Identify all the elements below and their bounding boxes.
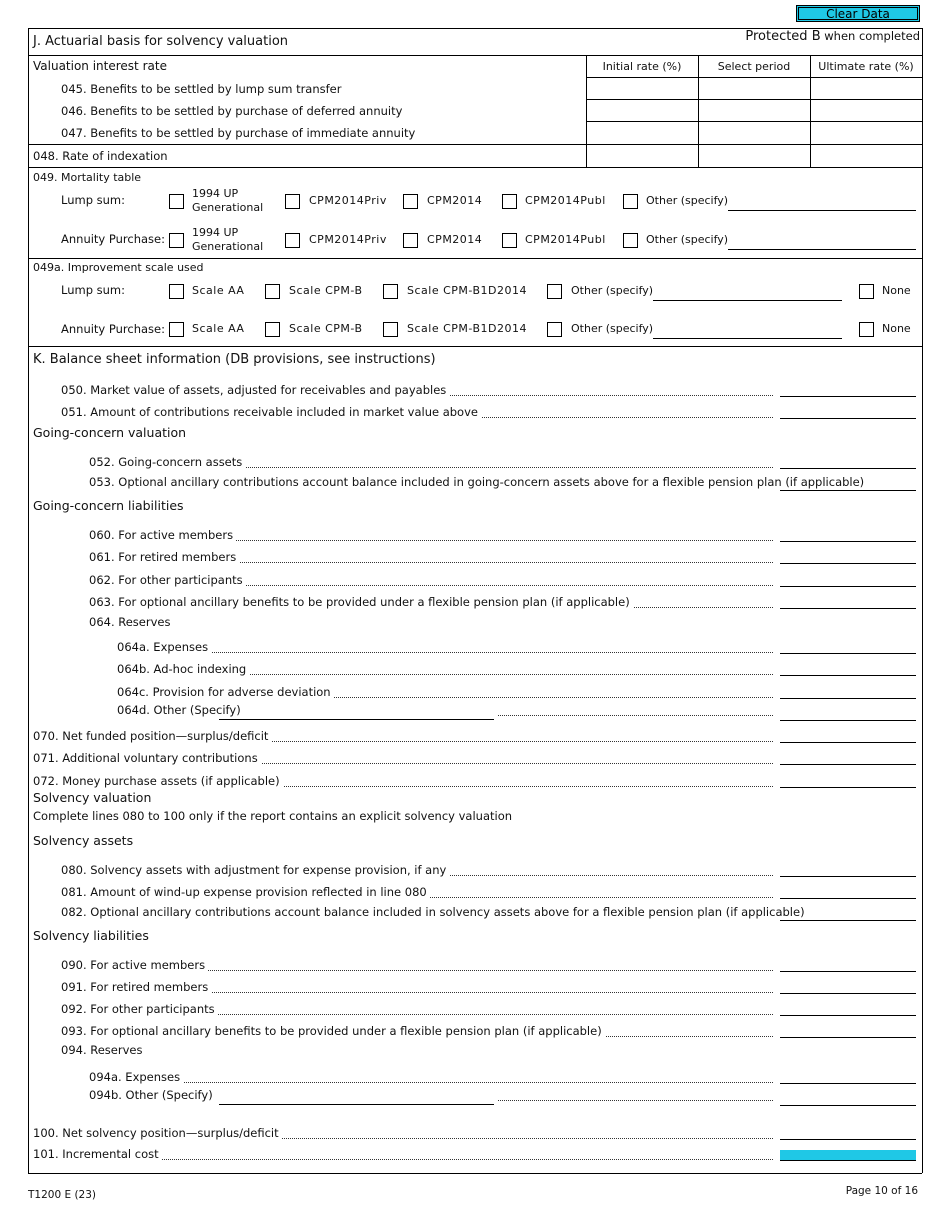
line-064d-label: 064d. Other (Specify) [117, 703, 241, 717]
line-064d-field[interactable] [780, 720, 916, 721]
line-064b-field[interactable] [780, 675, 916, 676]
line-045-label: 045. Benefits to be settled by lump sum transfer [61, 82, 342, 96]
line-052-label: 052. Going-concern assets [89, 455, 245, 469]
col-select-period: Select period [717, 60, 791, 73]
line-094b-label: 094b. Other (Specify) [89, 1088, 213, 1102]
improvement-annuity-other-field[interactable] [653, 338, 842, 339]
line-064b-label: 064b. Ad-hoc indexing [117, 662, 249, 676]
line-091-label: 091. For retired members [61, 980, 211, 994]
improvement-lump-other-label: Other (specify) [571, 284, 654, 297]
mortality-annuity-cpm2014publ-label: CPM2014Publ [525, 233, 606, 246]
improvement-lump-other-field[interactable] [653, 300, 842, 301]
line-091-field[interactable] [780, 993, 916, 994]
mortality-lump-1994up-label: 1994 UP Generational [192, 187, 264, 214]
line-094a-label: 094a. Expenses [89, 1070, 183, 1084]
line-081-label: 081. Amount of wind-up expense provision reflected in line 080 [61, 885, 430, 899]
improvement-lump-cpmb-label: Scale CPM-B [289, 284, 363, 297]
line-064c-field[interactable] [780, 698, 916, 699]
rate-045-select[interactable] [699, 78, 809, 98]
rate-046-ultimate[interactable] [811, 100, 921, 120]
line-080-field[interactable] [780, 876, 916, 877]
col-ultimate-rate: Ultimate rate (%) [818, 60, 914, 73]
solvency-liabilities-heading: Solvency liabilities [33, 928, 149, 943]
mortality-lump-other-label: Other (specify) [646, 194, 729, 207]
mortality-lump-other-checkbox[interactable] [623, 194, 638, 209]
line-082-field[interactable] [780, 920, 916, 921]
line-093-field[interactable] [780, 1037, 916, 1038]
line-101-label: 101. Incremental cost [33, 1147, 162, 1161]
form-id: T1200 E (23) [28, 1189, 96, 1201]
line-071-label: 071. Additional voluntary contributions [33, 751, 261, 765]
line-090-label: 090. For active members [61, 958, 208, 972]
line-090-field[interactable] [780, 971, 916, 972]
line-047-label: 047. Benefits to be settled by purchase of immediate annuity [61, 126, 416, 140]
line-051-label: 051. Amount of contributions receivable included in market value above [61, 405, 481, 419]
going-concern-valuation-heading: Going-concern valuation [33, 425, 187, 440]
rate-046-select[interactable] [699, 100, 809, 120]
rate-048-initial[interactable] [587, 145, 697, 166]
page-number: Page 10 of 16 [845, 1185, 918, 1197]
mortality-annuity-cpm2014-checkbox[interactable] [403, 233, 418, 248]
mortality-annuity-1994up-label: 1994 UP Generational [192, 226, 264, 253]
improvement-annuity-none-checkbox[interactable] [859, 322, 874, 337]
line-100-field[interactable] [780, 1139, 916, 1140]
line-101-field[interactable] [780, 1150, 916, 1161]
mortality-lump-cpm2014-label: CPM2014 [427, 194, 483, 207]
line-063-label: 063. For optional ancillary benefits to be provided under a flexible pension plan (if applicable) [89, 595, 633, 609]
improvement-annuity-cpmb-label: Scale CPM-B [289, 322, 363, 335]
improvement-lump-aa-label: Scale AA [192, 284, 245, 297]
line-048-label: 048. Rate of indexation [33, 149, 168, 163]
rate-045-initial[interactable] [587, 78, 697, 98]
line-094-label: 094. Reserves [61, 1043, 143, 1057]
mortality-annuity-other-label: Other (specify) [646, 233, 729, 246]
improvement-annuity-other-label: Other (specify) [571, 322, 654, 335]
mortality-lump-cpm2014publ-label: CPM2014Publ [525, 194, 606, 207]
line-061-field[interactable] [780, 563, 916, 564]
mortality-annuity-cpm2014priv-checkbox[interactable] [285, 233, 300, 248]
mortality-annuity-cpm2014-label: CPM2014 [427, 233, 483, 246]
improvement-annuity-other-checkbox[interactable] [547, 322, 562, 337]
line-064-label: 064. Reserves [89, 615, 171, 629]
rate-048-ultimate[interactable] [811, 145, 921, 166]
line-060-field[interactable] [780, 541, 916, 542]
improvement-lump-none-label: None [882, 284, 911, 297]
line-072-label: 072. Money purchase assets (if applicable) [33, 774, 283, 788]
mortality-lump-cpm2014publ-checkbox[interactable] [502, 194, 517, 209]
line-060-label: 060. For active members [89, 528, 236, 542]
rate-045-ultimate[interactable] [811, 78, 921, 98]
mortality-lump-cpm2014priv-label: CPM2014Priv [309, 194, 387, 207]
improvement-lump-aa-checkbox[interactable] [169, 284, 184, 299]
mortality-annuity-other-checkbox[interactable] [623, 233, 638, 248]
rate-046-initial[interactable] [587, 100, 697, 120]
line-064a-field[interactable] [780, 653, 916, 654]
improvement-lump-cpmb1d2014-label: Scale CPM-B1D2014 [407, 284, 527, 297]
solvency-valuation-heading: Solvency valuation [33, 790, 152, 805]
mortality-annuity-cpm2014priv-label: CPM2014Priv [309, 233, 387, 246]
valuation-interest-label: Valuation interest rate [33, 59, 167, 73]
improvement-title: 049a. Improvement scale used [33, 261, 204, 274]
line-053-field[interactable] [780, 490, 916, 491]
line-051-field[interactable] [780, 418, 916, 419]
improvement-annuity-aa-checkbox[interactable] [169, 322, 184, 337]
mortality-annuity-other-field[interactable] [728, 249, 916, 250]
line-050-label: 050. Market value of assets, adjusted for receivables and payables [61, 383, 449, 397]
line-064a-label: 064a. Expenses [117, 640, 211, 654]
line-061-label: 061. For retired members [89, 550, 239, 564]
improvement-lump-none-checkbox[interactable] [859, 284, 874, 299]
line-082-label: 082. Optional ancillary contributions account balance included in solvency assets above for a flexible pension plan (if applicable) [61, 905, 805, 919]
col-initial-rate: Initial rate (%) [602, 60, 682, 73]
going-concern-liabilities-heading: Going-concern liabilities [33, 498, 184, 513]
mortality-annuity-1994up-checkbox[interactable] [169, 233, 184, 248]
mortality-lump-1994up-checkbox[interactable] [169, 194, 184, 209]
improvement-lump-cpmb1d2014-checkbox[interactable] [383, 284, 398, 299]
improvement-annuity-cpmb-checkbox[interactable] [265, 322, 280, 337]
line-070-field[interactable] [780, 742, 916, 743]
improvement-annuity-aa-label: Scale AA [192, 322, 245, 335]
mortality-lump-other-field[interactable] [728, 210, 916, 211]
rate-047-ultimate[interactable] [811, 122, 921, 143]
line-092-label: 092. For other participants [61, 1002, 218, 1016]
section-j-title: J. Actuarial basis for solvency valuation [33, 34, 289, 49]
improvement-annuity-label: Annuity Purchase: [61, 322, 165, 336]
improvement-annuity-none-label: None [882, 322, 911, 335]
line-046-label: 046. Benefits to be settled by purchase of deferred annuity [61, 104, 403, 118]
mortality-lump-cpm2014priv-checkbox[interactable] [285, 194, 300, 209]
line-094b-specify-field[interactable] [219, 1104, 494, 1105]
protected-main: Protected B [745, 29, 821, 44]
line-062-field[interactable] [780, 586, 916, 587]
line-092-field[interactable] [780, 1015, 916, 1016]
line-064c-label: 064c. Provision for adverse deviation [117, 685, 334, 699]
protected-sub: when completed [824, 29, 920, 43]
line-094a-field[interactable] [780, 1083, 916, 1084]
section-k-title: K. Balance sheet information (DB provisions, see instructions) [33, 352, 436, 367]
mortality-annuity-cpm2014publ-checkbox[interactable] [502, 233, 517, 248]
line-052-field[interactable] [780, 468, 916, 469]
mortality-annuity-label: Annuity Purchase: [61, 232, 165, 246]
line-071-field[interactable] [780, 764, 916, 765]
mortality-lump-label: Lump sum: [61, 193, 126, 207]
clear-data-button[interactable]: Clear Data [796, 5, 920, 22]
improvement-lump-other-checkbox[interactable] [547, 284, 562, 299]
line-053-label: 053. Optional ancillary contributions account balance included in going-concern assets above for a flexible pension plan (if applicable) [89, 475, 865, 489]
line-081-field[interactable] [780, 898, 916, 899]
improvement-annuity-cpmb1d2014-checkbox[interactable] [383, 322, 398, 337]
protected-label [745, 29, 920, 44]
rate-048-select[interactable] [699, 145, 809, 166]
solvency-assets-heading: Solvency assets [33, 833, 134, 848]
solvency-valuation-note: Complete lines 080 to 100 only if the report contains an explicit solvency valuation [33, 809, 513, 823]
rate-047-initial[interactable] [587, 122, 697, 143]
improvement-lump-cpmb-checkbox[interactable] [265, 284, 280, 299]
mortality-lump-cpm2014-checkbox[interactable] [403, 194, 418, 209]
mortality-title: 049. Mortality table [33, 171, 142, 184]
line-100-label: 100. Net solvency position—surplus/deficit [33, 1126, 282, 1140]
line-062-label: 062. For other participants [89, 573, 246, 587]
improvement-lump-label: Lump sum: [61, 283, 126, 297]
line-064d-specify-field[interactable] [219, 719, 494, 720]
improvement-annuity-cpmb1d2014-label: Scale CPM-B1D2014 [407, 322, 527, 335]
line-080-label: 080. Solvency assets with adjustment for expense provision, if any [61, 863, 449, 877]
line-070-label: 070. Net funded position—surplus/deficit [33, 729, 271, 743]
rate-047-select[interactable] [699, 122, 809, 143]
line-094b-field[interactable] [780, 1105, 916, 1106]
line-050-field[interactable] [780, 396, 916, 397]
line-093-label: 093. For optional ancillary benefits to be provided under a flexible pension plan (if applicable) [61, 1024, 605, 1038]
line-072-field[interactable] [780, 787, 916, 788]
line-063-field[interactable] [780, 608, 916, 609]
